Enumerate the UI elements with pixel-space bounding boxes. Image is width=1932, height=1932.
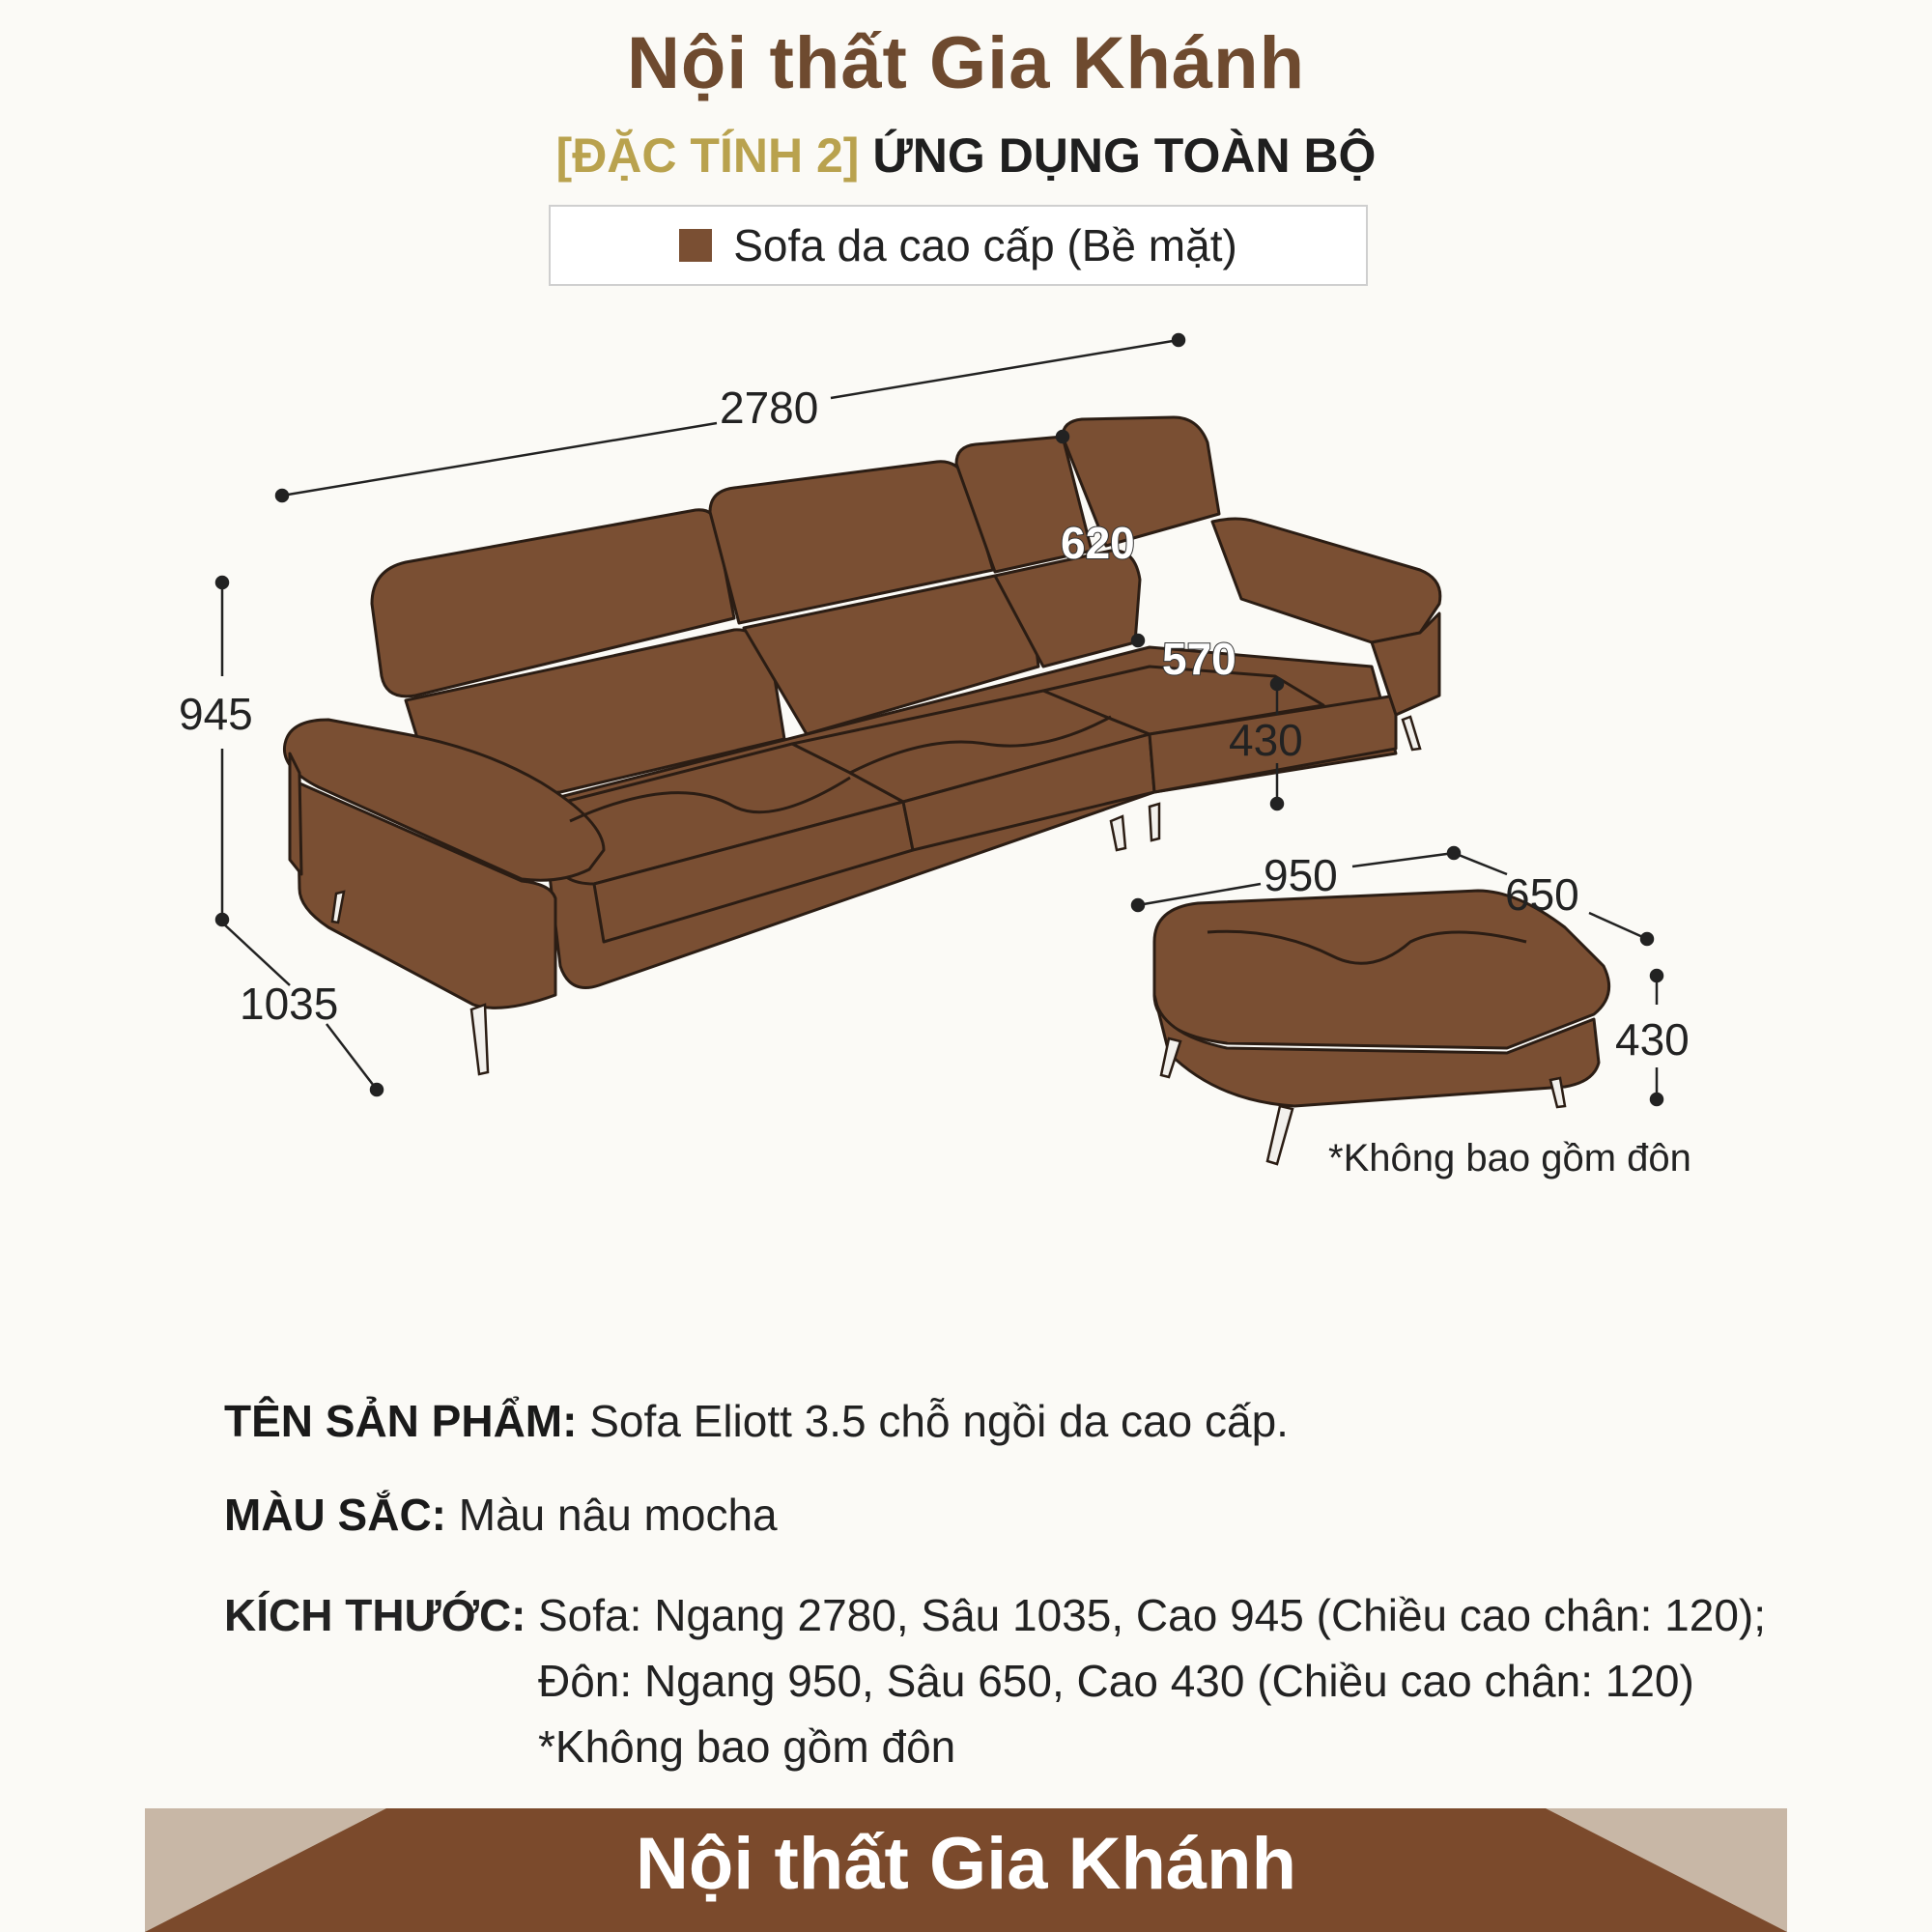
product-size-lines [538,1589,1766,1786]
ottoman-leg-2 [1267,1106,1293,1164]
ottoman-note: *Không bao gồm đôn [1328,1137,1691,1179]
dim-seat-depth: 570 [1162,634,1236,684]
brand-title: Nội thất Gia Khánh [627,22,1305,104]
leg-right [1403,717,1420,750]
footer-brand: Nội thất Gia Khánh [636,1823,1296,1905]
arm-left-side [290,753,301,874]
size-line-note: *Không bao gồm đôn [538,1721,956,1772]
material-label: Sofa da cao cấp (Bề mặt) [733,220,1237,270]
product-color-value: Màu nâu mocha [458,1490,778,1540]
product-name-row [224,1396,1289,1446]
dim-ottoman-height: 430 [1615,1014,1690,1065]
dim-back-height: 620 [1061,518,1135,568]
dim-ottoman-width: 950 [1264,850,1338,900]
leg-center-1 [1111,816,1125,850]
size-line-ottoman: Đôn: Ngang 950, Sâu 650, Cao 430 (Chiều cao chân: 120) [538,1656,1694,1706]
product-name-value: Sofa Eliott 3.5 chỗ ngồi da cao cấp. [589,1396,1289,1446]
dim-sofa-height: 945 [179,689,253,739]
product-name-label: TÊN SẢN PHẨM: [224,1396,578,1446]
leg-front-left [471,1005,488,1074]
dim-ottoman-depth: 650 [1505,869,1579,920]
product-color-label: MÀU SẮC: [224,1490,446,1540]
feature-title: ỨNG DỤNG TOÀN BỘ [872,128,1377,183]
product-size-label: KÍCH THƯỚC: [224,1590,526,1640]
footer-banner [145,1808,1787,1932]
size-line-sofa: Sofa: Ngang 2780, Sâu 1035, Cao 945 (Chiều cao chân: 120); [538,1590,1767,1640]
feature-tag: [ĐẶC TÍNH 2] [555,128,860,183]
leg-center-2 [1150,804,1159,840]
dim-seat-height: 430 [1229,715,1303,765]
arm-right [1212,519,1440,642]
dim-sofa-width: 2780 [720,383,819,433]
product-color-row [224,1490,778,1540]
dim-sofa-depth: 1035 [240,979,339,1029]
